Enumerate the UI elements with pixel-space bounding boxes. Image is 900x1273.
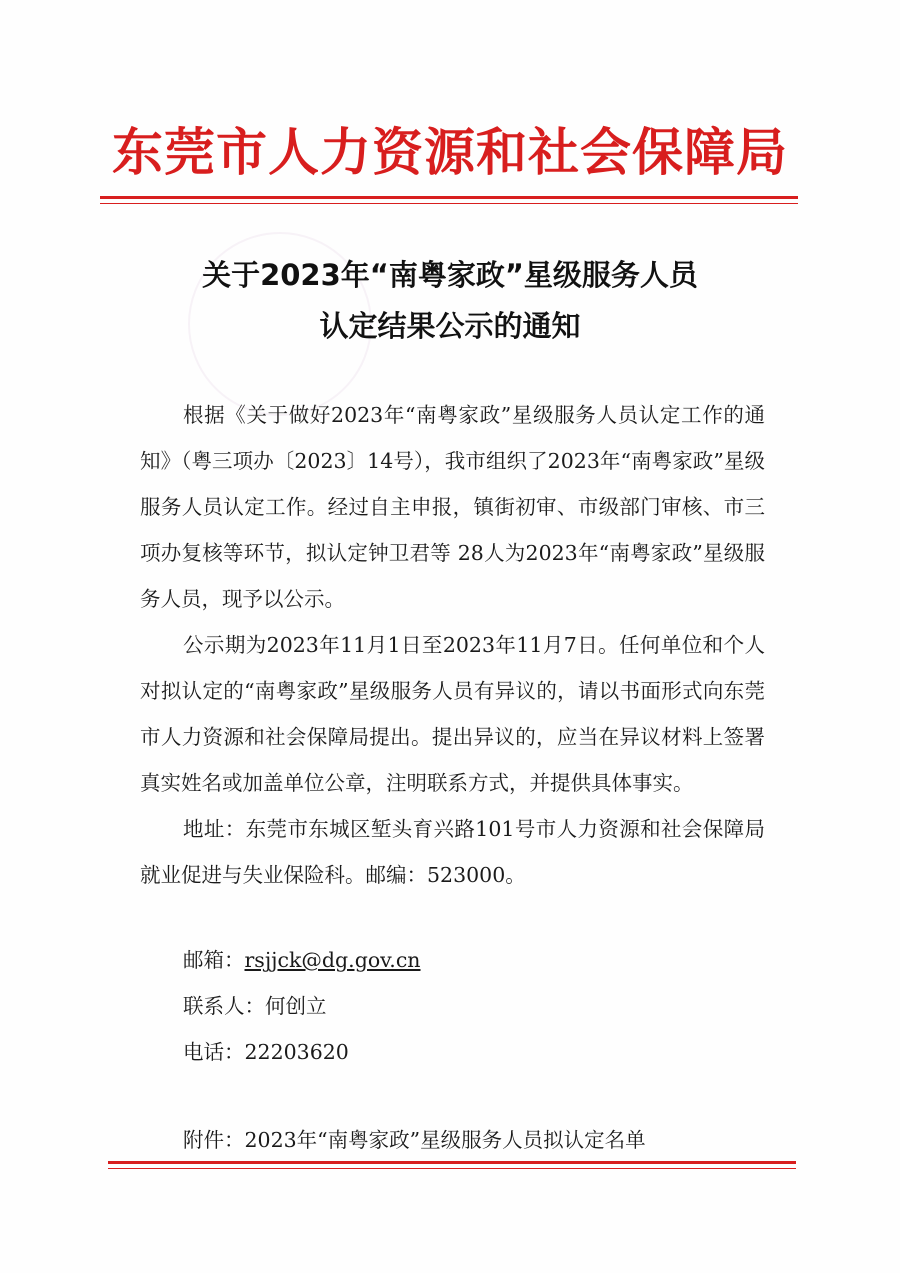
footer-red-rule <box>108 1161 796 1164</box>
notice-title-line1: 关于2023年“南粤家政”星级服务人员 <box>202 258 698 292</box>
notice-title <box>100 250 800 352</box>
letterhead-red-rule-thin <box>100 203 798 204</box>
email-label: 邮箱： <box>183 948 245 972</box>
notice-body <box>140 392 765 898</box>
email-link[interactable]: rsjjck@dg.gov.cn <box>244 948 421 972</box>
phone-number: 22203620 <box>244 1040 349 1064</box>
footer-red-rule-thin <box>108 1168 796 1169</box>
body-paragraph-1: 根据《关于做好2023年“南粤家政”星级服务人员认定工作的通知》（粤三项办〔2023〕14号），我市组织了2023年“南粤家政”星级服务人员认定工作。经过自主申报，镇街初审、市级部门审核、市三项办复核等环节，拟认定钟卫君等 28人为2023年“南粤家政”星级服务人员，现予以公示。 <box>140 403 765 611</box>
phone-line <box>183 1037 349 1067</box>
contact-person-line <box>183 991 327 1021</box>
phone-label: 电话： <box>183 1040 245 1064</box>
notice-title-line2: 认定结果公示的通知 <box>319 309 581 343</box>
contact-person-name: 何创立 <box>265 994 327 1018</box>
attachment-line: 附件：2023年“南粤家政”星级服务人员拟认定名单 <box>183 1128 646 1152</box>
body-paragraph-3: 地址：东莞市东城区堑头育兴路101号市人力资源和社会保障局就业促进与失业保险科。邮编：523000。 <box>140 817 765 887</box>
email-line <box>183 945 421 975</box>
contact-person-label: 联系人： <box>183 994 265 1018</box>
letterhead-red-rule <box>100 196 798 199</box>
body-paragraph-2: 公示期为2023年11月1日至2023年11月7日。任何单位和个人对拟认定的“南粤家政”星级服务人员有异议的，请以书面形式向东莞市人力资源和社会保障局提出。提出异议的，应当在异议材料上签署真实姓名或加盖单位公章，注明联系方式，并提供具体事实。 <box>140 633 765 795</box>
org-letterhead-title: 东莞市人力资源和社会保障局 <box>111 123 788 183</box>
